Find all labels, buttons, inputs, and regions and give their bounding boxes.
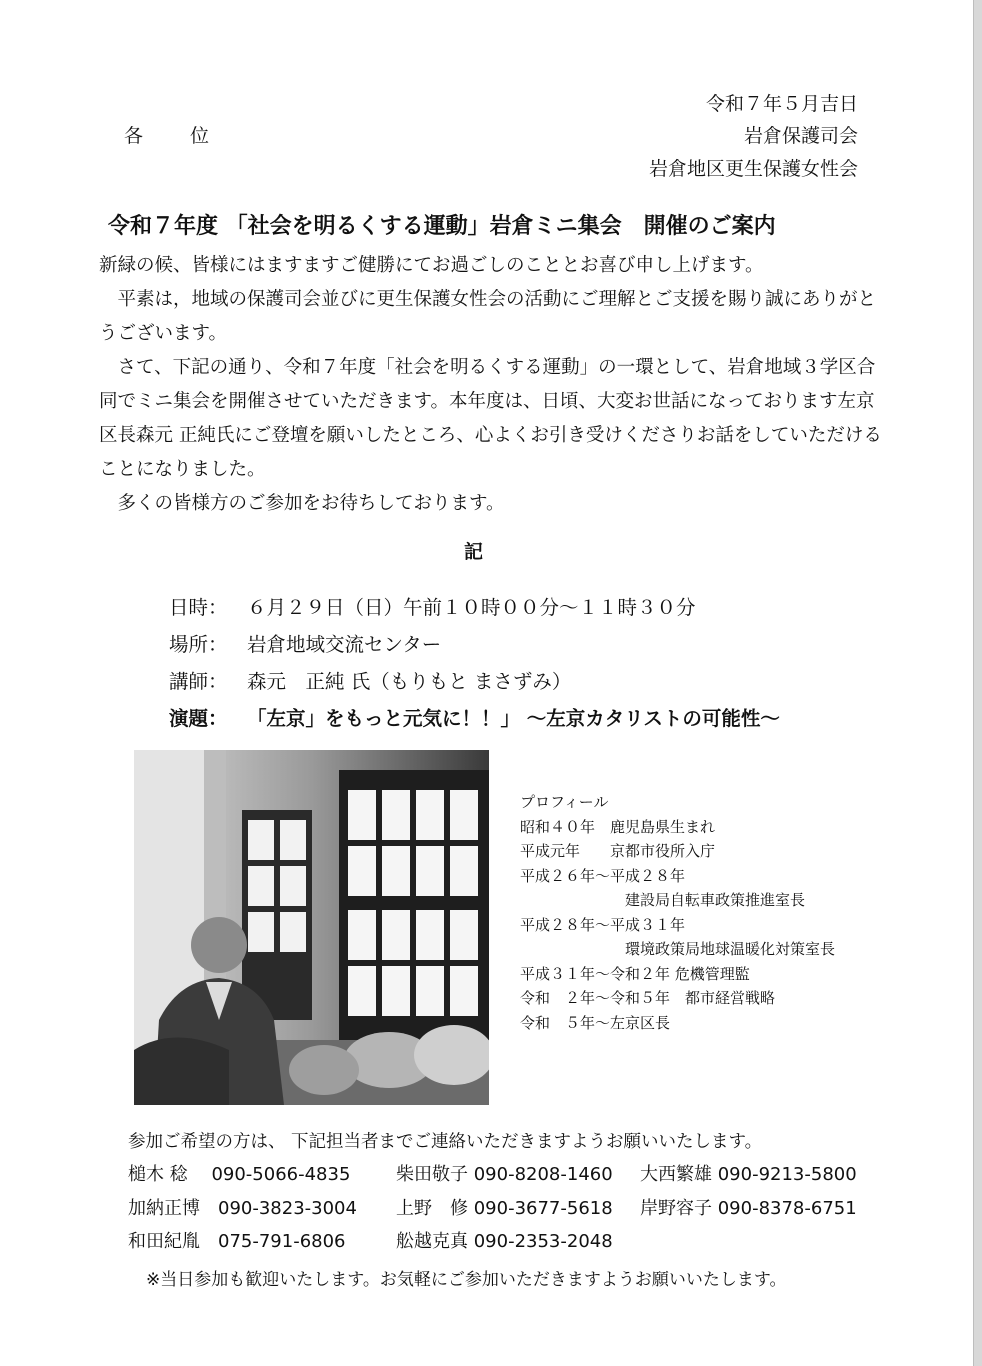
profile-line: 平成元年 京都市役所入庁	[520, 842, 716, 860]
detail-value: 「左京」をもっと元気に！！」 ～左京カタリストの可能性～	[247, 707, 780, 730]
speaker-photo-image	[134, 750, 489, 1105]
speaker-photo	[134, 750, 489, 1105]
contact-entry: 岸野容子 090-8378-6751	[640, 1197, 857, 1219]
profile-line: 建設局自転車政策推進室長	[625, 891, 806, 909]
contact-entry: 和田紀胤 075-791-6806	[128, 1231, 346, 1252]
ki-heading: 記	[464, 541, 484, 563]
contact-intro: 参加ご希望の方は、 下記担当者までご連絡いただきますようお願いいたします。	[128, 1132, 763, 1152]
detail-value: ６月２９日（日）午前１０時００分～１１時３０分	[247, 596, 696, 619]
issue-date: 令和７年５月吉日	[705, 93, 858, 115]
document-title: 令和７年度 「社会を明るくする運動」岩倉ミニ集会 開催のご案内	[108, 213, 776, 239]
contact-entry: 上野 修 090-3677-5618	[396, 1197, 613, 1219]
page-edge	[973, 0, 982, 1366]
contact-entry: 槌木 稔 090-5066-4835	[128, 1164, 351, 1185]
contact-row	[128, 1158, 857, 1192]
sender-org-2: 岩倉地区更生保護女性会	[648, 158, 858, 180]
footer-note: ※当日参加も歓迎いたします。お気軽にご参加いただきますようお願いいたします。	[146, 1270, 787, 1290]
detail-value: 岩倉地域交流センター	[247, 633, 442, 656]
detail-value: 森元 正純 氏（もりもと まさずみ）	[247, 670, 572, 693]
detail-datetime	[169, 589, 780, 626]
contact-row	[128, 1225, 857, 1259]
contact-entry: 柴田敬子 090-8208-1460	[396, 1164, 613, 1185]
letter-body	[99, 249, 885, 521]
detail-venue	[169, 626, 780, 663]
body-paragraph-2: 平素は，地域の保護司会並びに更生保護女性会の活動にご理解とご支援を賜り誠にありがとうございます。	[99, 289, 877, 344]
profile-line: 令和 ２年～令和５年 都市経営戦略	[520, 989, 776, 1007]
contact-row	[128, 1192, 857, 1226]
contact-list	[128, 1158, 857, 1259]
profile-line: 令和 ５年～左京区長	[520, 1013, 671, 1032]
detail-label: 場所：	[169, 633, 228, 656]
profile-line: 環境政策局地球温暖化対策室長	[625, 940, 836, 958]
contact-entry: 大西繁雄 090-9213-5800	[640, 1164, 857, 1185]
body-paragraph-3: さて、下記の通り、令和７年度「社会を明るくする運動」の一環として、岩倉地域３学区合同でミニ集会を開催させていただきます。本年度は、日頃、大変お世話になっております左京区長森元 正純氏にご登壇を願いしたところ、心よくお引き受けくださりお話をしていただけることになりました。	[99, 357, 882, 480]
detail-label: 日時：	[169, 596, 228, 619]
detail-topic	[169, 700, 780, 737]
profile-line: 平成３１年～令和２年 危機管理監	[520, 964, 750, 983]
body-paragraph-1: 新緑の候、皆様にはますますご健勝にてお過ごしのこととお喜び申し上げます。	[99, 255, 764, 276]
contact-entry: 加納正博 090-3823-3004	[128, 1197, 357, 1219]
profile-line: 平成２６年～平成２８年	[520, 866, 686, 885]
sender-org-1: 岩倉保護司会	[743, 125, 858, 147]
contact-entry: 舩越克真 090-2353-2048	[396, 1231, 613, 1252]
profile-heading: プロフィール	[520, 793, 609, 811]
addressee: 各 位	[124, 125, 224, 147]
profile-line: 平成２８年～平成３１年	[520, 915, 686, 934]
body-paragraph-4: 多くの皆様方のご参加をお待ちしております。	[117, 493, 505, 514]
profile-line: 昭和４０年 鹿児島県生まれ	[520, 817, 716, 836]
detail-label: 講師：	[169, 670, 228, 693]
detail-speaker	[169, 663, 780, 700]
event-details	[169, 589, 780, 737]
detail-label: 演題：	[169, 707, 228, 730]
speaker-profile	[520, 790, 890, 1035]
